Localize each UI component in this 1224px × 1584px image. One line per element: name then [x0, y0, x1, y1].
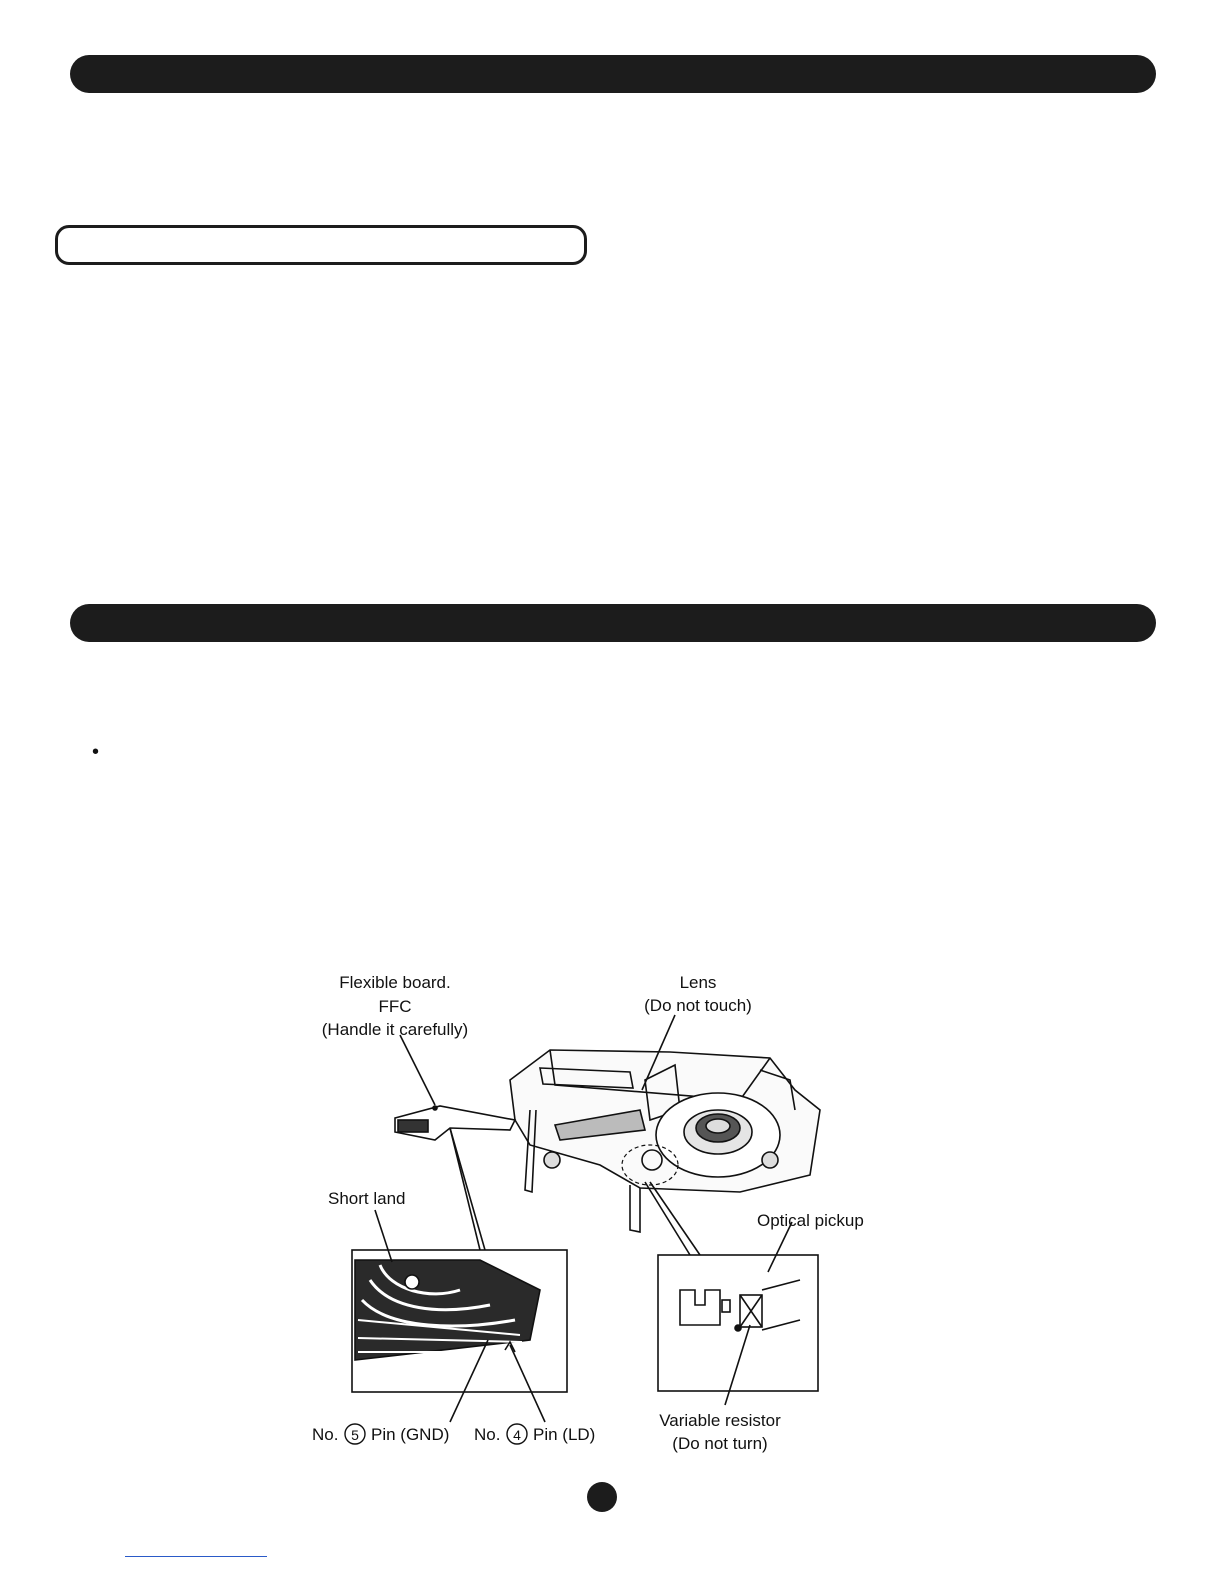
- label-optical-pickup: Optical pickup: [757, 1211, 864, 1230]
- page-number-dot: [587, 1482, 617, 1512]
- label-pin5-suffix: Pin (GND): [371, 1425, 450, 1444]
- optical-pickup-figure: [300, 960, 900, 1460]
- label-flexible-board-3: (Handle it carefully): [321, 1020, 469, 1039]
- label-pin4-number: 4: [513, 1427, 521, 1443]
- label-pin4-suffix: Pin (LD): [533, 1425, 596, 1444]
- short-land-inset: [352, 1128, 567, 1422]
- label-variable-resistor-1: Variable resistor: [659, 1411, 781, 1430]
- footer-link-underline[interactable]: [125, 1556, 267, 1557]
- label-pin5-prefix: No.: [312, 1425, 339, 1444]
- label-pin5-number: 5: [351, 1427, 359, 1443]
- subsection-header-box: [55, 225, 587, 265]
- label-lens-2: (Do not touch): [644, 996, 752, 1015]
- bullet-point: •: [92, 741, 100, 763]
- pickup-diagram: [300, 960, 900, 1460]
- label-lens-1: Lens: [679, 973, 717, 992]
- label-flexible-board-1: Flexible board.: [339, 973, 451, 992]
- label-pin4-prefix: No.: [474, 1425, 501, 1444]
- label-variable-resistor-2: (Do not turn): [672, 1434, 768, 1453]
- section-header-bar-top: [70, 55, 1156, 93]
- label-flexible-board-2: FFC: [378, 997, 412, 1016]
- label-short-land: Short land: [328, 1189, 406, 1208]
- section-header-bar-middle: [70, 604, 1156, 642]
- ffc-flexible-board-drawing: [395, 1035, 515, 1140]
